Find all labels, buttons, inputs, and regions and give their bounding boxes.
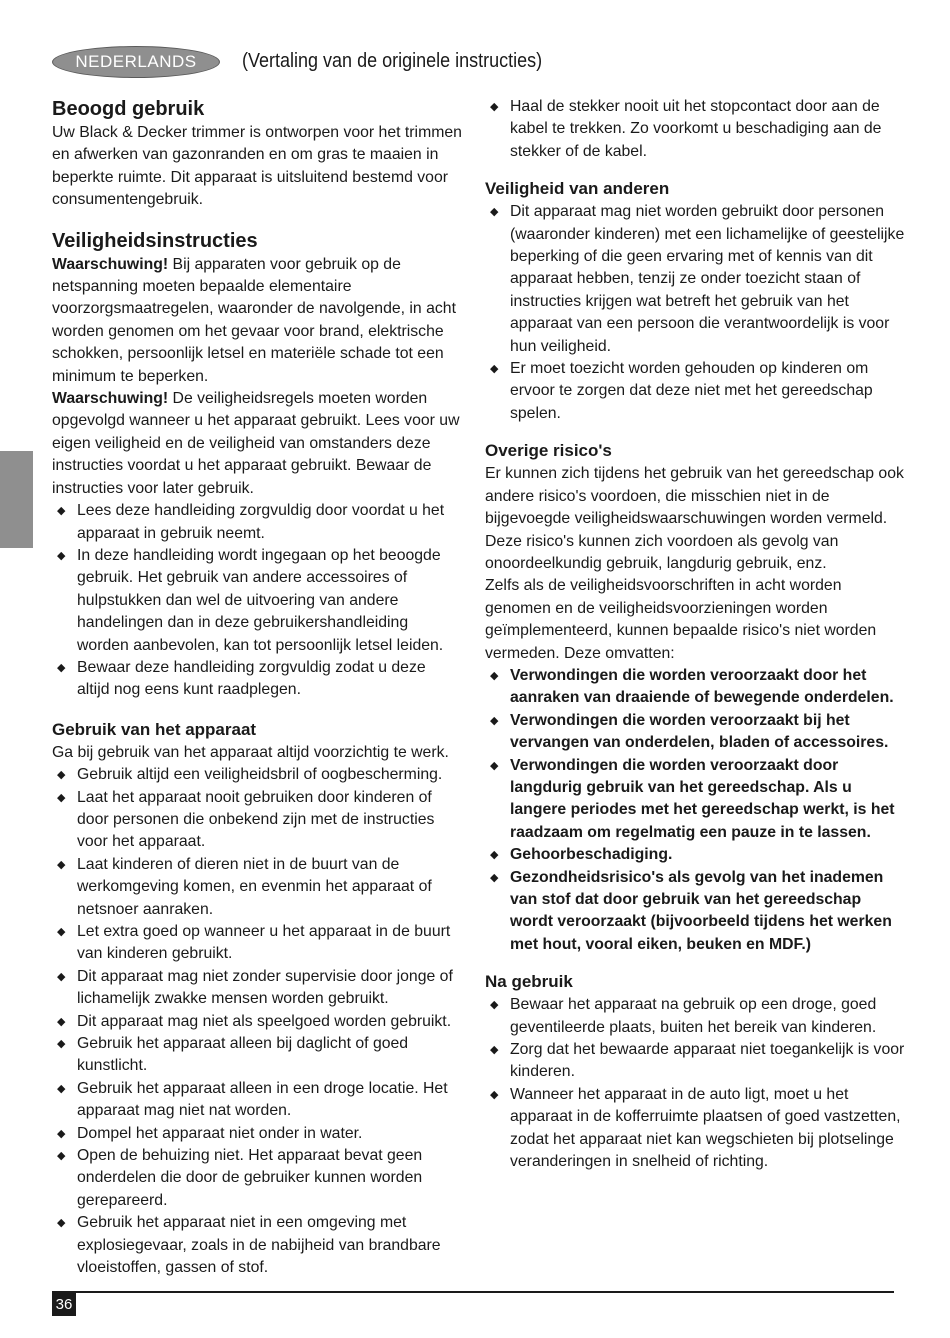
diamond-bullet-icon: ◆ (490, 714, 499, 727)
list-item-text: Verwondingen die worden veroorzaakt door langdurig gebruik van het gereedschap. Als u langere periodes met het gereedschap werkt, is het raadzaam om regelmatig een pauze in te lassen. (510, 756, 895, 841)
list-item (52, 921, 462, 966)
diamond-bullet-icon: ◆ (57, 769, 66, 782)
warning-paragraph-1 (52, 254, 462, 388)
intended-use-text: Uw Black & Decker trimmer is ontworpen voor het trimmen en afwerken van gazonranden en om gras te maaien in beperkte ruimte. Dit apparaat is uitsluitend bestemd voor consumentengebruik. (52, 124, 462, 209)
list-item (485, 358, 905, 425)
warning-paragraph-2 (52, 388, 462, 500)
list-item (485, 1084, 905, 1174)
diamond-bullet-icon: ◆ (57, 791, 66, 804)
diamond-bullet-icon: ◆ (490, 669, 499, 682)
list-item-text: Lees deze handleiding zorgvuldig door voordat u het apparaat in gebruik neemt. (77, 502, 445, 542)
document-subtitle: (Vertaling van de originele instructies) (242, 50, 543, 72)
diamond-bullet-icon: ◆ (57, 926, 66, 938)
list-item (52, 500, 462, 545)
list-item-text: Haal de stekker nooit uit het stopcontact door aan de kabel te trekken. Zo voorkomt u beschadiging aan de stekker of de kabel. (510, 98, 882, 160)
list-item-text: In deze handleiding wordt ingegaan op het beoogde gebruik. Het gebruik van andere accessoires of hulpstukken dan wel de uitvoering van andere handelingen dan in deze gebruikershandleiding worden aanbevolen, kan tot persoonlijk letsel leiden. (77, 546, 444, 654)
list-item-text: Dit apparaat mag niet zonder supervisie door jonge of lichamelijk zwakke mensen worden gebruikt. (77, 967, 453, 1008)
list-item (485, 1039, 905, 1084)
section-title-use-of-appliance: Gebruik van het apparaat (52, 719, 257, 739)
list-item-text: Laat het apparaat nooit gebruiken door kinderen of door personen die onbekend zijn met de instructies voor het apparaat. (77, 788, 435, 851)
list-item-text: Bewaar deze handleiding zorgvuldig zodat u deze altijd nog eens kunt raadplegen. (77, 658, 426, 699)
list-item (52, 1011, 462, 1033)
safety-list (52, 500, 462, 702)
diamond-bullet-icon: ◆ (57, 1038, 66, 1051)
diamond-bullet-icon: ◆ (57, 1015, 66, 1028)
diamond-bullet-icon: ◆ (490, 871, 499, 884)
list-item (485, 665, 905, 710)
residual-risks-paragraph-2: Zelfs als de veiligheidsvoorschriften in acht worden genomen en de veiligheidsvoorzieningen worden geïmplementeerd, kunnen bepaalde risico's niet worden vermeden. Deze omvatten: (485, 577, 877, 662)
use-of-appliance-intro: Ga bij gebruik van het apparaat altijd voorzichtig te werk. (52, 743, 449, 761)
list-item (52, 854, 462, 921)
list-item-text: Let extra goed op wanneer u het apparaat in de buurt van kinderen gebruikt. (77, 923, 451, 963)
list-item-text: Wanneer het apparaat in de auto ligt, moet u het apparaat in de kofferruimte plaatsen of goed vastzetten, zodat het apparaat niet kan wegschieten bij plotselinge veranderingen in snelheid of richting. (510, 1085, 901, 1171)
list-item-text: Dit apparaat mag niet als speelgoed worden gebruikt. (77, 1012, 452, 1030)
list-item-text: Er moet toezicht worden gehouden op kinderen om ervoor te zorgen dat deze niet met het gereedschap spelen. (510, 360, 873, 422)
section-edge-tab (0, 451, 33, 548)
list-item-text: Gezondheidsrisico's als gevolg van het inademen van stof dat door gebruik van het gereedschap wordt veroorzaakt (bijvoorbeeld tijdens het werken met hout, vooral eiken, beuken en MDF.) (510, 868, 892, 953)
diamond-bullet-icon: ◆ (490, 101, 499, 113)
diamond-bullet-icon: ◆ (57, 1082, 66, 1095)
diamond-bullet-icon: ◆ (490, 1044, 499, 1057)
after-use-list (485, 994, 905, 1173)
list-item (52, 764, 462, 786)
list-item (52, 787, 462, 854)
warning-text: De veiligheidsregels moeten worden opgevolgd wanneer u het apparaat gebruikt. Lees voor uw eigen veiligheid en de veiligheid van omstanders deze instructies voordat u het apparaat gebruikt. Bewaar de instructies voor later gebruik. (52, 390, 460, 497)
list-item-text: Bewaar het apparaat na gebruik op een droge, goed geventileerde plaats, buiten het bereik van kinderen. (510, 996, 877, 1036)
list-item (485, 96, 905, 163)
safety-of-others-list (485, 201, 905, 425)
list-item-text: Gebruik het apparaat niet in een omgeving met explosiegevaar, zoals in de nabijheid van brandbare vloeistoffen, gassen of stof. (77, 1214, 441, 1277)
list-item (485, 844, 905, 866)
section-title-safety: Veiligheidsinstructies (52, 229, 258, 252)
continued-list (485, 96, 905, 163)
section-title-after-use: Na gebruik (485, 972, 573, 992)
diamond-bullet-icon: ◆ (57, 970, 66, 983)
list-item (52, 545, 462, 657)
list-item-text: Open de behuizing niet. Het apparaat bevat geen onderdelen die door de gebruiker kunnen worden gerepareerd. (77, 1147, 423, 1209)
list-item (485, 755, 905, 845)
diamond-bullet-icon: ◆ (490, 363, 499, 376)
diamond-bullet-icon: ◆ (490, 1088, 499, 1101)
language-badge: NEDERLANDS (52, 46, 220, 78)
warning-label: Waarschuwing! (52, 255, 169, 273)
diamond-bullet-icon: ◆ (57, 1150, 66, 1163)
list-item-text: Dompel het apparaat niet onder in water. (77, 1124, 363, 1142)
section-title-intended-use: Beoogd gebruik (52, 98, 205, 120)
list-item (52, 1123, 462, 1145)
list-item (485, 867, 905, 957)
use-of-appliance-list (52, 764, 462, 1279)
left-column (52, 96, 462, 1280)
list-item (52, 966, 462, 1011)
list-item (52, 1212, 462, 1279)
list-item-text: Gebruik het apparaat alleen bij daglicht of goed kunstlicht. (77, 1035, 409, 1075)
footer-rule (52, 1291, 894, 1293)
list-item-text: Zorg dat het bewaarde apparaat niet toegankelijk is voor kinderen. (510, 1041, 905, 1081)
diamond-bullet-icon: ◆ (57, 1127, 66, 1140)
list-item (485, 201, 905, 358)
diamond-bullet-icon: ◆ (490, 849, 499, 862)
diamond-bullet-icon: ◆ (490, 759, 499, 772)
list-item-text: Laat kinderen of dieren niet in de buurt van de werkomgeving komen, en evenmin het apparaat of netsnoer aanraken. (77, 855, 432, 918)
section-title-residual-risks: Overige risico's (485, 441, 612, 461)
page-number: 36 (52, 1293, 76, 1316)
list-item (52, 1145, 462, 1212)
warning-label: Waarschuwing! (52, 390, 169, 408)
list-item-text: Gehoorbeschadiging. (510, 846, 673, 864)
list-item (52, 1078, 462, 1123)
residual-risks-paragraph-1: Er kunnen zich tijdens het gebruik van het gereedschap ook andere risico's voordoen, die misschien niet in de bijgevoegde veiligheidswaarschuwingen worden vermeld. Deze risico's kunnen zich voordoen als gevolg van onoordeelkundig gebruik, langdurig gebruik, enz. (485, 465, 904, 572)
section-title-safety-of-others: Veiligheid van anderen (485, 179, 670, 199)
diamond-bullet-icon: ◆ (57, 1217, 66, 1230)
warning-text: Bij apparaten voor gebruik op de netspanning moeten bepaalde elementaire voorzorgsmaatregelen, waaronder de navolgende, in acht worden genomen om het gevaar voor brand, elektrische schokken, persoonlijk letsel en materiële schade tot een minimum te beperken. (52, 255, 456, 385)
right-column (485, 96, 905, 1173)
list-item-text: Dit apparaat mag niet worden gebruikt door personen (waaronder kinderen) met een lichamelijke of geestelijke beperking of die geen ervaring met of kennis van dit apparaat hebben, tenzij ze onder toezicht staan of instructies krijgen wat betreft het gebruik van het apparaat van een persoon die verantwoordelijk is voor hun veiligheid. (510, 203, 905, 355)
diamond-bullet-icon: ◆ (57, 858, 66, 871)
diamond-bullet-icon: ◆ (57, 549, 66, 562)
list-item (52, 1033, 462, 1078)
list-item-text: Verwondingen die worden veroorzaakt bij het vervangen van onderdelen, bladen of accessoires. (510, 711, 889, 752)
list-item-text: Verwondingen die worden veroorzaakt door het aanraken van draaiende of bewegende onderdelen. (510, 666, 894, 707)
list-item-text: Gebruik altijd een veiligheidsbril of oogbescherming. (77, 766, 443, 784)
diamond-bullet-icon: ◆ (490, 999, 499, 1012)
residual-risks-list (485, 665, 905, 956)
diamond-bullet-icon: ◆ (57, 661, 66, 674)
list-item-text: Gebruik het apparaat alleen in een droge locatie. Het apparaat mag niet nat worden. (77, 1079, 448, 1120)
list-item (52, 657, 462, 702)
list-item (485, 994, 905, 1039)
list-item (485, 710, 905, 755)
diamond-bullet-icon: ◆ (490, 206, 499, 219)
diamond-bullet-icon: ◆ (57, 505, 66, 518)
